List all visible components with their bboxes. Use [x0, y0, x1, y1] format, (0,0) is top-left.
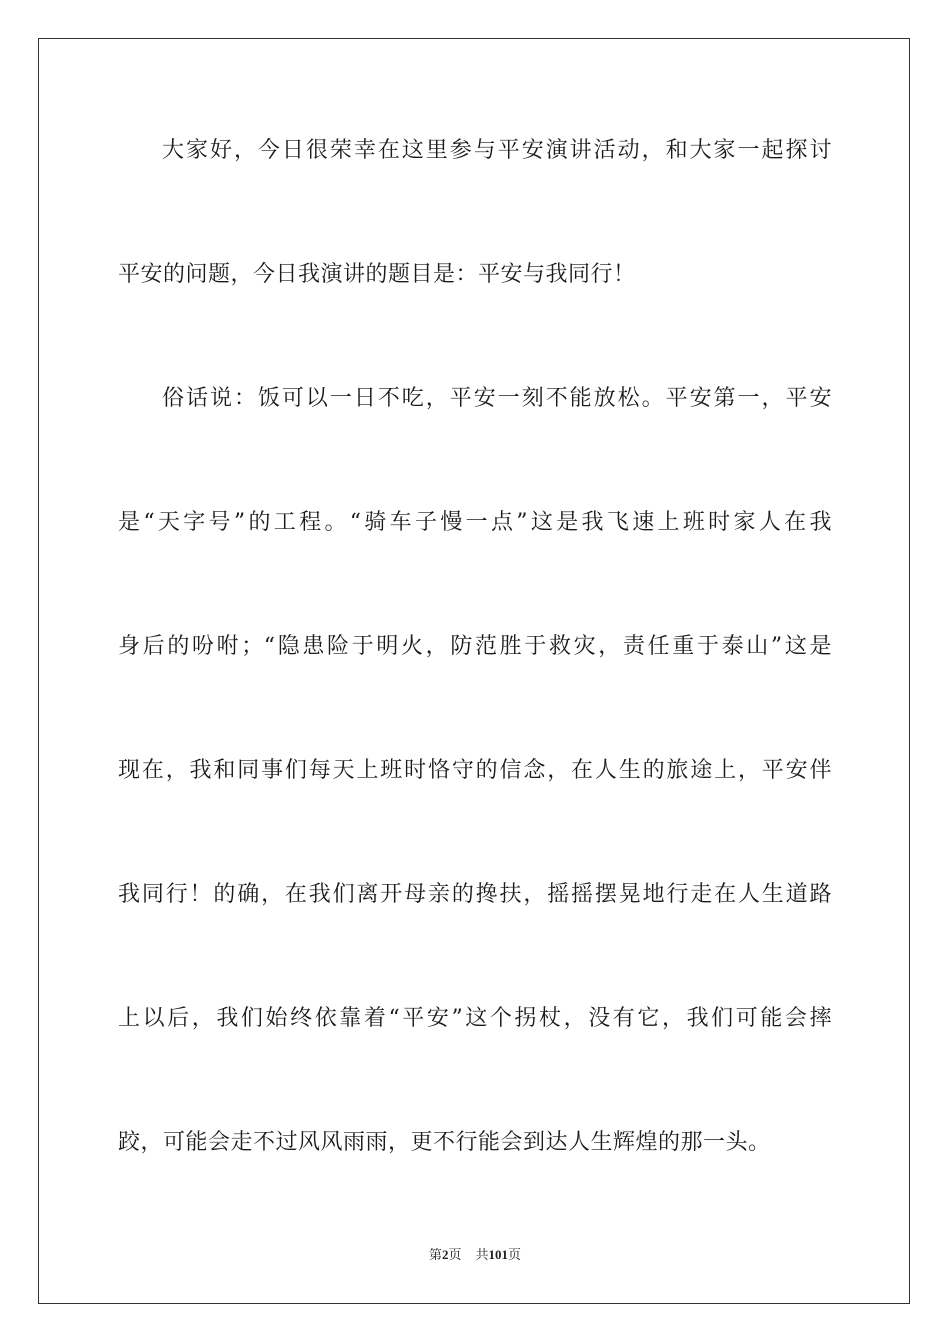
page-number: 2 — [441, 1247, 449, 1262]
paragraph-1-line-1: 大家好，今日很荣幸在这里参与平安演讲活动，和大家一起探讨 — [162, 138, 832, 163]
paragraph-2-line-1: 俗话说：饭可以一日不吃，平安一刻不能放松。平安第一，平安 — [162, 386, 832, 411]
page-prefix: 第 — [428, 1247, 442, 1262]
total-prefix: 共 — [475, 1247, 489, 1262]
paragraph-1-line-2: 平安的问题，今日我演讲的题目是：平安与我同行！ — [118, 262, 636, 287]
paragraph-2-line-3: 身后的吩咐；“隐患险于明火，防范胜于救灾，责任重于泰山”这是 — [118, 634, 832, 659]
total-pages: 101 — [488, 1247, 509, 1262]
paragraph-2-line-5: 我同行！的确，在我们离开母亲的搀扶，摇摇摆晃地行走在人生道路 — [118, 882, 832, 907]
paragraph-2-line-7: 跤，可能会走不过风风雨雨，更不行能会到达人生辉煌的那一头。 — [118, 1130, 771, 1155]
page-footer — [0, 1246, 950, 1264]
paragraph-2-line-6: 上以后，我们始终依靠着“平安”这个拐杖，没有它，我们可能会摔 — [118, 1006, 832, 1031]
page-suffix: 页 — [448, 1247, 462, 1262]
page-border — [38, 38, 910, 1304]
total-suffix: 页 — [508, 1247, 522, 1262]
paragraph-2-line-4: 现在，我和同事们每天上班时恪守的信念，在人生的旅途上，平安伴 — [118, 758, 832, 783]
paragraph-2-line-2: 是“天字号”的工程。“骑车子慢一点”这是我飞速上班时家人在我 — [118, 510, 832, 535]
